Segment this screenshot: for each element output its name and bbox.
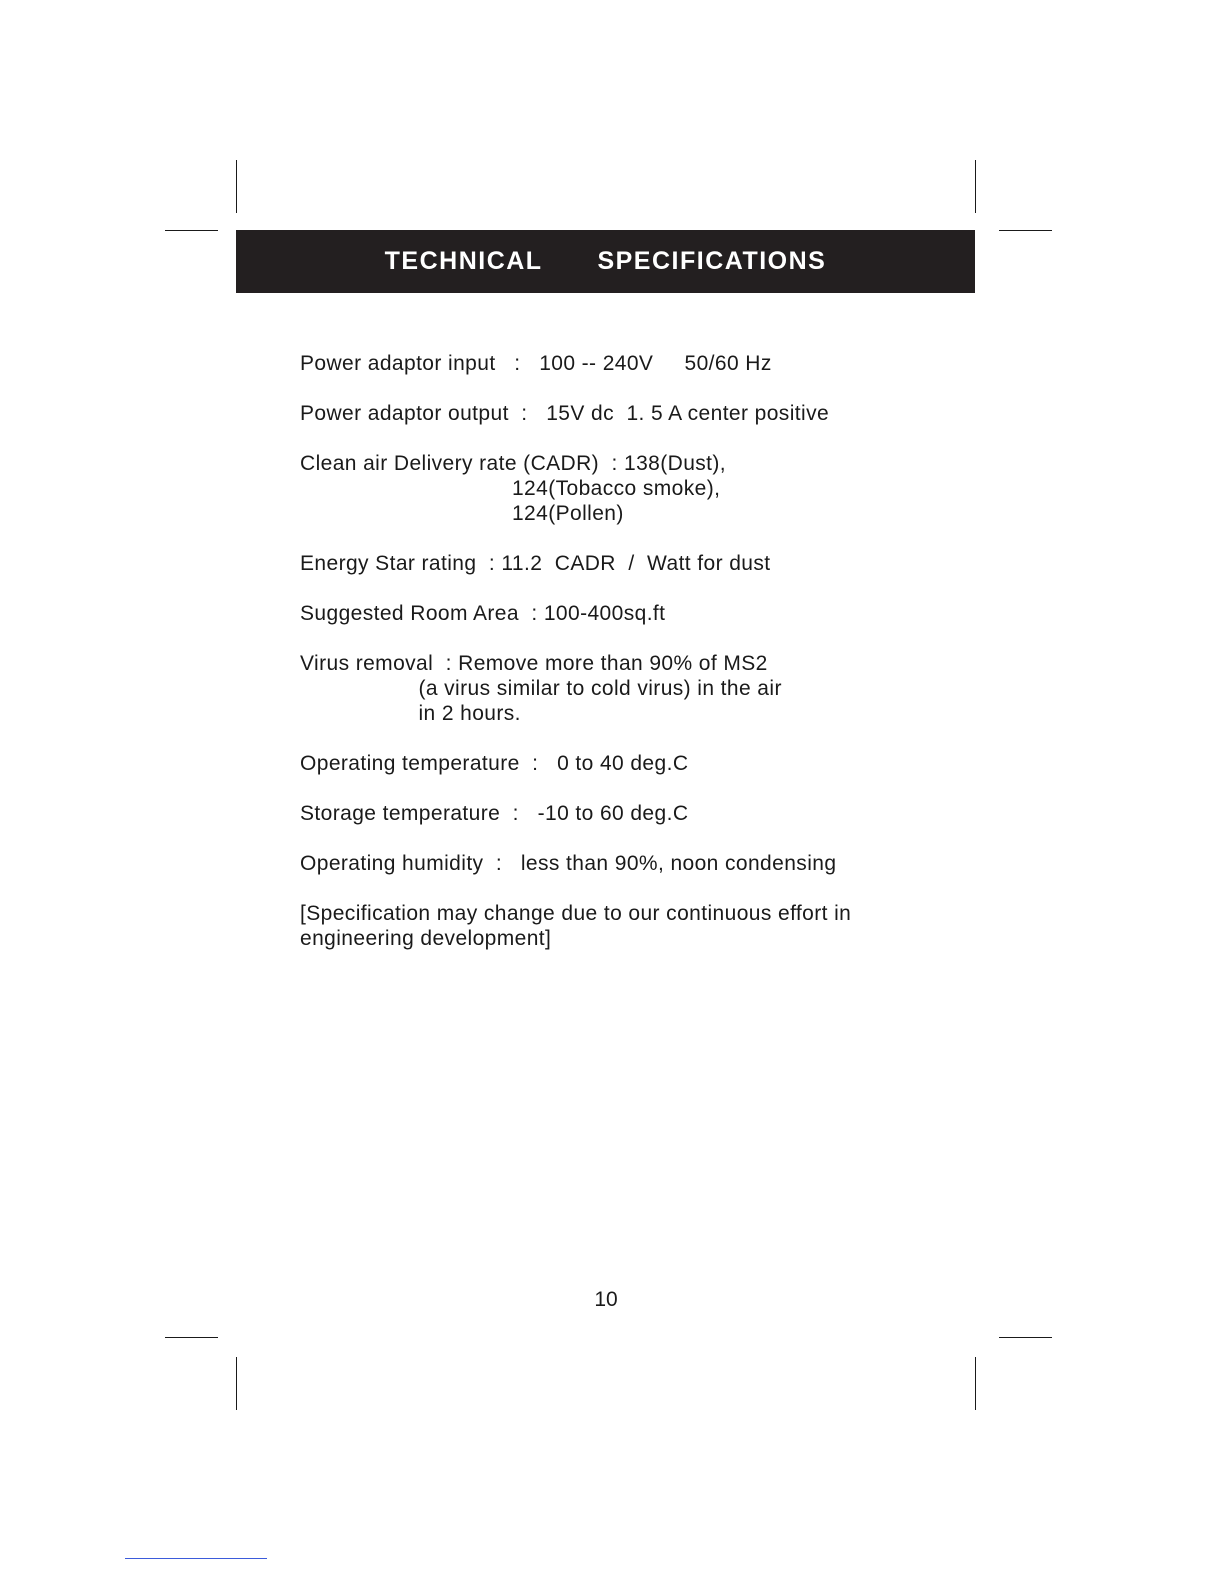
spec-item-operating-temperature [300,751,940,776]
spec-item-room-area [300,601,940,626]
crop-mark-bottom-left-vertical [236,1357,237,1410]
spec-line: Energy Star rating : 11.2 CADR / Watt for dust [300,552,771,575]
spec-line: engineering development] [300,927,552,950]
section-header-bar [236,230,975,293]
bottom-rule [125,1558,267,1559]
spec-item-virus-removal [300,651,940,726]
spec-item-operating-humidity [300,851,940,876]
spec-line: Operating humidity : less than 90%, noon condensing [300,852,837,875]
spec-line: Power adaptor output : 15V dc 1. 5 A center positive [300,402,830,425]
spec-item-storage-temperature [300,801,940,826]
crop-mark-top-left-vertical [236,160,237,213]
spec-line: Suggested Room Area : 100-400sq.ft [300,602,666,625]
crop-mark-top-left-horizontal [165,230,218,231]
spec-line: Virus removal : Remove more than 90% of MS2 [300,652,768,675]
spec-line: Storage temperature : -10 to 60 deg.C [300,802,689,825]
spec-line: Clean air Delivery rate (CADR) : 138(Dust), [300,452,727,475]
crop-mark-bottom-right-horizontal [999,1337,1052,1338]
spec-item-energy-star [300,551,940,576]
spec-item-cadr [300,451,940,526]
spec-item-power-input [300,351,940,376]
spec-item-power-output [300,401,940,426]
spec-line: (a virus similar to cold virus) in the air [300,677,782,700]
page-number: 10 [594,1288,618,1311]
crop-mark-top-right-vertical [975,160,976,213]
spec-line: Operating temperature : 0 to 40 deg.C [300,752,689,775]
crop-mark-bottom-right-vertical [975,1357,976,1410]
spec-line: in 2 hours. [300,702,521,725]
spec-list [300,351,940,951]
spec-line: 124(Pollen) [300,502,624,525]
crop-mark-top-right-horizontal [999,230,1052,231]
spec-line: [Specification may change due to our continuous effort in [300,902,852,925]
spec-line: Power adaptor input : 100 -- 240V 50/60 Hz [300,352,772,375]
spec-line: 124(Tobacco smoke), [300,477,721,500]
spec-disclaimer [300,901,940,951]
crop-mark-bottom-left-horizontal [165,1337,218,1338]
page-title: TECHNICAL SPECIFICATIONS [384,247,827,275]
